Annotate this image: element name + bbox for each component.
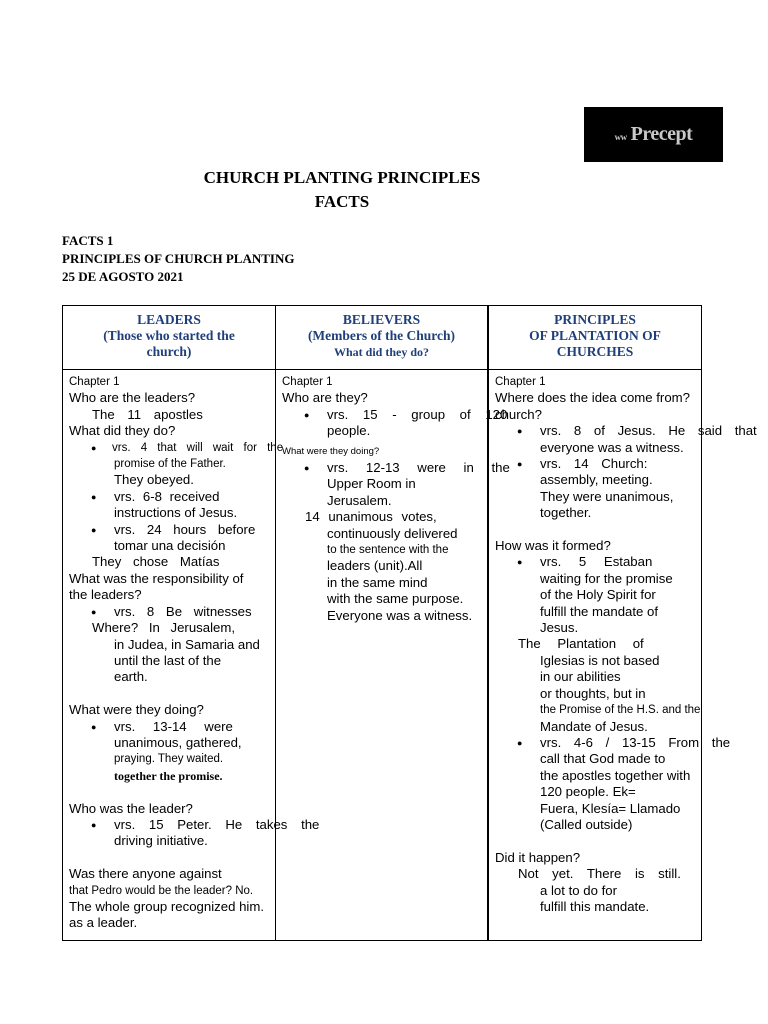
cell-line: in the same mind: [327, 574, 428, 590]
header-leaders: LEADERS (Those who started the church): [103, 312, 235, 359]
cell-bullet: ● vrs. 24 hours before: [69, 522, 274, 538]
cell-line: Chapter 1: [495, 376, 546, 388]
cell-line: Not yet. There is still.: [518, 866, 681, 882]
leaders-column: [69, 374, 320, 932]
cell-line: driving initiative.: [114, 833, 208, 849]
cell-bullet: ● vrs. 4 that will wait for the: [69, 440, 274, 456]
header-believers: BELIEVERS (Members of the Church) What did they do?: [307, 312, 456, 359]
cell-line: Was there anyone against: [69, 866, 222, 882]
cell-bullet: ● vrs. 8 of Jesus. He said that: [495, 423, 765, 439]
cell-line: waiting for the promise: [540, 570, 673, 586]
cell-bullet: ● vrs. 8 Be witnesses: [69, 604, 274, 620]
cell-line: 120 people. Ek=: [540, 784, 636, 800]
cell-line: tomar una decisión: [114, 538, 226, 554]
cell-line: Everyone was a witness.: [327, 607, 473, 623]
header-principles: PRINCIPLES OF PLANTATION OF CHURCHES: [529, 312, 661, 359]
cell-line: The 11 apostles: [92, 406, 203, 422]
cell-line: that Pedro would be the leader? No.: [69, 884, 254, 897]
cell-line: together the promise.: [114, 768, 223, 783]
cell-line: church?: [495, 406, 542, 422]
cell-line: the apostles together with: [540, 767, 691, 783]
cell-line: 14 unanimous votes,: [305, 509, 437, 525]
cell-line: leaders (unit).All: [327, 558, 423, 574]
cell-line: They chose Matías: [92, 554, 220, 570]
header-divider: [63, 369, 701, 370]
cell-line: Chapter 1: [282, 376, 333, 388]
cell-line: a lot to do for: [540, 882, 617, 898]
cell-line: Mandate of Jesus.: [540, 718, 648, 734]
cell-line: assembly, meeting.: [540, 472, 653, 488]
cell-line: unanimous, gathered,: [114, 734, 242, 750]
cell-line: the leaders?: [69, 587, 142, 603]
principles-column: [495, 374, 765, 915]
cell-line: in our abilities: [540, 669, 621, 685]
cell-line: Upper Room in: [327, 476, 416, 492]
cell-line: continuously delivered: [327, 525, 458, 541]
cell-bullet: ● vrs. 15 Peter. He takes the: [69, 817, 274, 833]
cell-line: promise of the Father.: [114, 458, 226, 471]
cell-line: the Promise of the H.S. and the: [540, 704, 701, 717]
cell-line: praying. They waited.: [114, 753, 224, 766]
cell-line: in Judea, in Samaria and: [114, 636, 260, 652]
meta-date: 25 DE AGOSTO 2021: [62, 269, 184, 284]
cell-bullet: ● vrs. 4-6 / 13-15 From the: [495, 735, 765, 751]
cell-line: of the Holy Spirit for: [540, 587, 656, 603]
cell-line: The Plantation of: [518, 636, 644, 652]
cell-line: fulfill the mandate of: [540, 603, 659, 619]
cell-line: How was it formed?: [495, 538, 611, 554]
cell-line: everyone was a witness.: [540, 439, 684, 455]
cell-line: The whole group recognized him.: [69, 898, 264, 914]
cell-line: call that God made to: [540, 751, 666, 767]
cell-line: What did they do?: [69, 423, 176, 439]
cell-bullet: ● vrs. 12-13 were in the: [282, 460, 502, 476]
cell-line: What were they doing?: [69, 702, 204, 718]
cell-line: together.: [540, 505, 592, 521]
cell-line: Chapter 1: [69, 376, 120, 388]
cell-bullet: ● vrs. 6-8 received: [69, 489, 274, 505]
cell-line: people.: [327, 423, 371, 439]
cell-line: to the sentence with the: [327, 544, 449, 557]
cell-line: earth.: [114, 669, 148, 685]
cell-line: or thoughts, but in: [540, 685, 646, 701]
cell-line: fulfill this mandate.: [540, 898, 650, 914]
cell-line: instructions of Jesus.: [114, 505, 238, 521]
document-title: CHURCH PLANTING PRINCIPLES: [203, 168, 481, 187]
document-subtitle: FACTS: [314, 192, 370, 211]
cell-line: Jesus.: [540, 620, 579, 636]
cell-line: Fuera, Klesía= Llamado: [540, 800, 681, 816]
cell-line: Who are they?: [282, 390, 368, 406]
cell-line: Jerusalem.: [327, 492, 392, 508]
cell-line: Where does the idea come from?: [495, 390, 690, 406]
believers-column: [282, 374, 510, 624]
cell-line: Did it happen?: [495, 849, 581, 865]
cell-line: Where? In Jerusalem,: [92, 620, 235, 636]
column-divider: [275, 306, 276, 940]
cell-line: They obeyed.: [114, 472, 194, 488]
cell-line: until the last of the: [114, 652, 222, 668]
cell-line: (Called outside): [540, 816, 633, 832]
cell-line: with the same purpose.: [327, 591, 464, 607]
cell-bullet: ● vrs. 14 Church:: [495, 456, 765, 472]
meta-facts: FACTS 1: [62, 233, 114, 248]
cell-line: Iglesias is not based: [540, 652, 660, 668]
cell-line: as a leader.: [69, 915, 138, 931]
cell-bullet: ● vrs. 5 Estaban: [495, 554, 765, 570]
cell-line: What was the responsibility of: [69, 570, 244, 586]
cell-bullet: ● vrs. 15 - group of 120: [282, 407, 502, 423]
cell-line: They were unanimous,: [540, 488, 674, 504]
principles-table: [62, 305, 757, 941]
cell-line: What were they doing?: [282, 445, 380, 457]
meta-topic: PRINCIPLES OF CHURCH PLANTING: [62, 251, 295, 266]
cell-line: Who are the leaders?: [69, 390, 196, 406]
cell-line: Who was the leader?: [69, 800, 193, 816]
cell-bullet: ● vrs. 13-14 were: [69, 719, 274, 735]
precept-logo: ww Precept: [584, 107, 723, 162]
